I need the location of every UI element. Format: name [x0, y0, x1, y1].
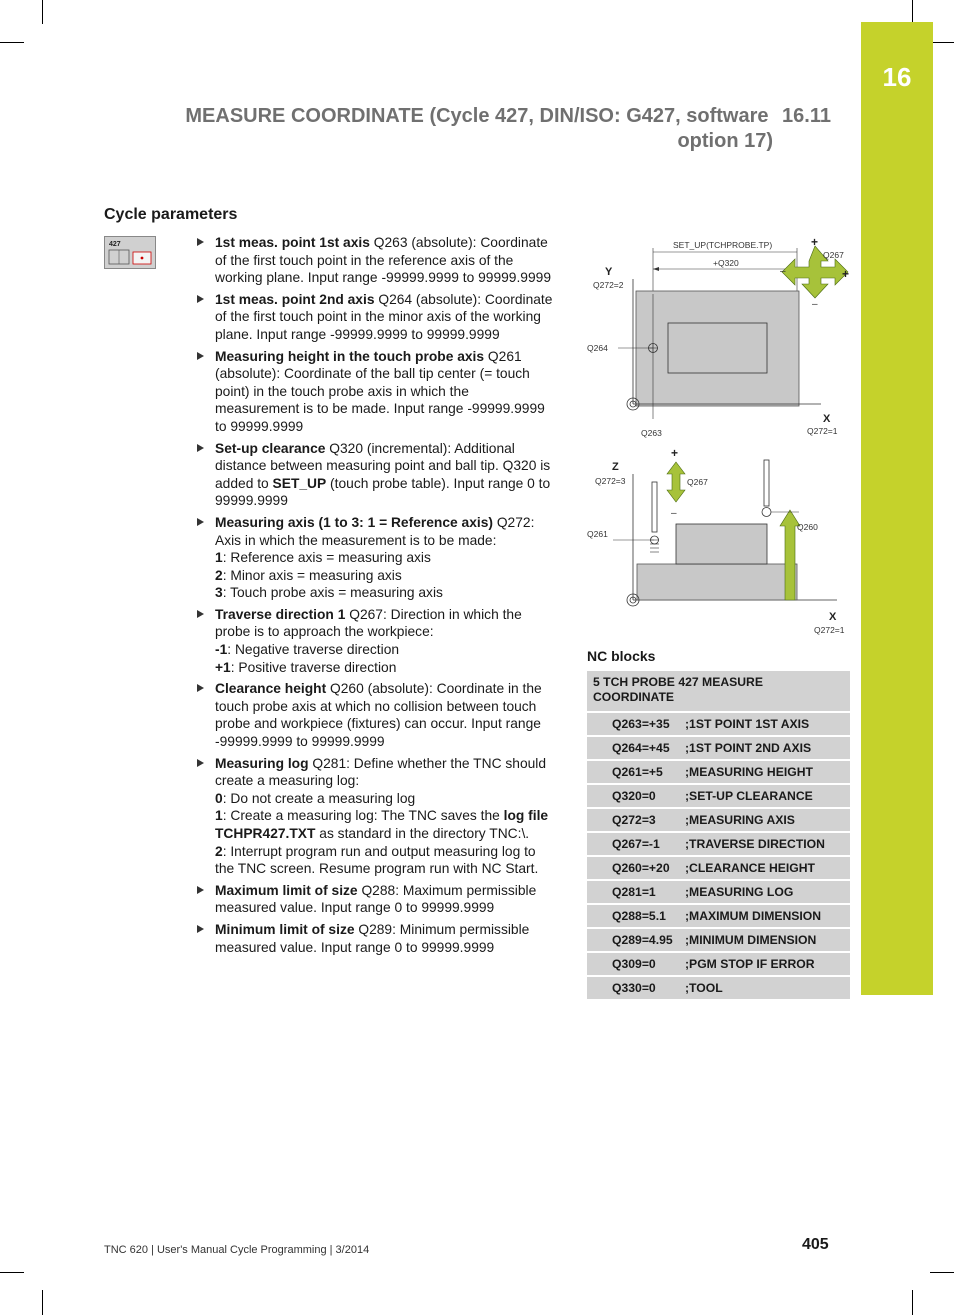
crop-mark — [42, 1290, 43, 1315]
option-key: -1 — [215, 642, 228, 658]
option-text: : Reference axis = measuring axis — [222, 550, 431, 566]
crop-mark — [42, 0, 43, 24]
label-q267: Q267 — [687, 477, 708, 487]
option-key: 2 — [215, 843, 223, 859]
nc-comment: ;1ST POINT 1ST AXIS — [685, 717, 810, 731]
param-item — [197, 606, 557, 676]
label-plus: + — [842, 267, 850, 281]
label-q264: Q264 — [587, 343, 608, 353]
nc-head-text: 5 TCH PROBE 427 MEASURE COORDINATE — [593, 675, 763, 704]
triangle-bullet-icon — [197, 518, 204, 526]
param-text: Q260 (absolute): Coordinate in the touch probe axis at which no collision between touch probe and workpiece (fixtures) can occur. Input range -99999.9999 to 99999.9999 — [215, 681, 542, 750]
crop-mark — [0, 1272, 24, 1273]
nc-row — [587, 833, 850, 857]
triangle-bullet-icon — [197, 886, 204, 894]
param-name: 1st meas. point 2nd axis — [215, 291, 375, 307]
param-text: Q320 (incremental): Additional distance between measuring point and ball tip. Q320 is added to — [215, 440, 551, 491]
nc-comment: ;TRAVERSE DIRECTION — [685, 837, 825, 851]
nc-comment: ;MEASURING AXIS — [685, 813, 795, 827]
log-file-name: log file TCHPR427.TXT — [215, 808, 549, 841]
param-text: Q263 (absolute): Coordinate of the first touch point in the reference axis of the working plane. Input range -99999.9999 to 99999.9999 — [215, 235, 551, 286]
section-title: Cycle parameters — [104, 206, 238, 223]
triangle-bullet-icon — [197, 684, 204, 692]
label-x-axis: X — [823, 413, 831, 425]
label-plus: + — [811, 235, 819, 249]
nc-comment: ;SET-UP CLEARANCE — [685, 789, 813, 803]
param-item — [197, 514, 557, 602]
param-item — [197, 882, 557, 917]
label-q320: +Q320 — [713, 258, 739, 268]
crop-mark — [912, 1290, 913, 1315]
label-x-axis: X — [829, 611, 837, 623]
label-q272-2: Q272=2 — [593, 280, 624, 290]
triangle-bullet-icon — [197, 295, 204, 303]
nc-param: Q261=+5 — [612, 765, 663, 779]
softkey-label: 427 — [109, 241, 121, 248]
label-q260: Q260 — [797, 522, 818, 532]
option-text: : Interrupt program run and output measuring log to the TNC screen. Resume program run with NC Start. — [215, 843, 539, 877]
label-set-up: SET_UP(TCHPROBE.TP) — [673, 240, 773, 250]
nc-comment: ;TOOL — [685, 981, 723, 995]
nc-comment: ;MEASURING HEIGHT — [685, 765, 813, 779]
param-text: Q267: Direction in which the probe is to approach the workpiece: — [215, 606, 522, 640]
nc-blocks-table — [587, 671, 850, 1001]
param-name: Measuring log — [215, 755, 309, 771]
nc-comment: ;1ST POINT 2ND AXIS — [685, 741, 812, 755]
param-name: Minimum limit of size — [215, 921, 355, 937]
option-key: 1 — [215, 550, 223, 566]
param-name: Set-up clearance — [215, 440, 326, 456]
crop-mark — [912, 0, 913, 24]
header-line1-tail: 16.11 — [782, 105, 831, 127]
parameter-list — [197, 234, 557, 960]
top-view — [587, 235, 849, 438]
param-item — [197, 921, 557, 956]
param-item — [197, 348, 557, 436]
crop-mark — [930, 1272, 954, 1273]
nc-param: Q272=3 — [612, 813, 656, 827]
option-text: : Minor axis = measuring axis — [222, 567, 402, 583]
crop-mark — [0, 42, 24, 43]
param-item — [197, 440, 557, 510]
option-text: : Positive traverse direction — [230, 659, 397, 675]
touch-probe-icon — [650, 482, 659, 552]
triangle-bullet-icon — [197, 925, 204, 933]
nc-param: Q264=+45 — [612, 741, 670, 755]
nc-param: Q260=+20 — [612, 861, 670, 875]
option-text: : Do not create a measuring log — [222, 790, 416, 806]
param-text: (touch probe table). Input range 0 to 99999.9999 — [215, 475, 551, 509]
nc-param: Q309=0 — [612, 957, 656, 971]
option-text: as standard in the directory TNC:\. — [315, 826, 530, 841]
nc-param: Q263=+35 — [612, 717, 670, 731]
param-text: Q264 (absolute): Coordinate of the first touch point in the minor axis of the working plane. Input range -99999.9999 to 99999.9999 — [215, 291, 553, 342]
nc-row — [587, 713, 850, 737]
param-name: Measuring height in the touch probe axis — [215, 348, 485, 364]
triangle-bullet-icon — [197, 444, 204, 452]
option-text: : Create a measuring log: The TNC saves the — [222, 808, 504, 824]
label-q272-1: Q272=1 — [807, 426, 838, 436]
option-key: +1 — [215, 659, 231, 675]
touch-probe-icon — [762, 460, 771, 517]
nc-param: Q330=0 — [612, 981, 656, 995]
cycle-diagram — [585, 234, 855, 640]
label-q261: Q261 — [587, 529, 608, 539]
nc-row — [587, 737, 850, 761]
option-key: 3 — [215, 585, 223, 601]
option-key: 0 — [215, 790, 223, 806]
chapter-number: 16 — [882, 62, 912, 92]
label-q272-3: Q272=3 — [595, 476, 626, 486]
side-view — [587, 446, 845, 635]
label-plus: + — [671, 446, 679, 460]
nc-row — [587, 761, 850, 785]
nc-row — [587, 953, 850, 977]
nc-param: Q289=4.95 — [612, 933, 673, 947]
triangle-bullet-icon — [197, 610, 204, 618]
param-name: Measuring axis (1 to 3: 1 = Reference axis) — [215, 514, 493, 530]
nc-comment: ;PGM STOP IF ERROR — [685, 957, 815, 971]
nc-comment: ;MEASURING LOG — [685, 885, 794, 899]
nc-param: Q281=1 — [612, 885, 656, 899]
param-text: Q289: Minimum permissible measured value. Input range 0 to 99999.9999 — [215, 921, 530, 955]
nc-row — [587, 977, 850, 1001]
label-z-axis: Z — [612, 461, 619, 473]
nc-param: Q320=0 — [612, 789, 656, 803]
param-bold-ref: SET_UP — [272, 475, 327, 491]
nc-param: Q288=5.1 — [612, 909, 666, 923]
label-q267: Q267 — [823, 250, 844, 260]
label-q263: Q263 — [641, 428, 662, 438]
nc-row — [587, 929, 850, 953]
chapter-tab — [861, 22, 933, 995]
cycle-softkey-icon — [104, 236, 156, 269]
param-text: Q261 (absolute): Coordinate of the ball tip center (= touch point) in the touch probe axis in which the measurement is to be made. Input range -99999.9999 to 99999.9999 — [215, 348, 545, 434]
triangle-bullet-icon — [197, 238, 204, 246]
nc-comment: ;MAXIMUM DIMENSION — [685, 909, 822, 923]
header-line2: option 17) — [677, 130, 773, 152]
param-text: Q272: Axis in which the measurement is to be made: — [215, 514, 535, 548]
param-text: Q288: Maximum permissible measured value. Input range 0 to 99999.9999 — [215, 882, 537, 916]
triangle-bullet-icon — [197, 759, 204, 767]
crop-mark — [930, 42, 954, 43]
nc-comment: ;MINIMUM DIMENSION — [685, 933, 817, 947]
option-key: 2 — [215, 567, 223, 583]
footer-text: TNC 620 | User's Manual Cycle Programming | 3/2014 — [104, 1244, 370, 1256]
option-text: : Touch probe axis = measuring axis — [222, 585, 443, 601]
nc-row — [587, 881, 850, 905]
param-item — [197, 234, 557, 287]
page-number: 405 — [802, 1236, 829, 1253]
label-q272-1: Q272=1 — [814, 625, 845, 635]
page-header-title — [131, 104, 831, 154]
param-item — [197, 291, 557, 344]
label-minus: – — [780, 266, 786, 277]
param-item — [197, 680, 557, 750]
nc-param: Q267=-1 — [612, 837, 660, 851]
nc-blocks-title: NC blocks — [587, 648, 656, 664]
traverse-direction-arrow-icon — [667, 462, 685, 502]
nc-row — [587, 809, 850, 833]
param-item — [197, 755, 557, 878]
nc-row — [587, 785, 850, 809]
label-minus: – — [671, 508, 677, 519]
param-name: Traverse direction 1 — [215, 606, 346, 622]
header-line1: MEASURE COORDINATE (Cycle 427, DIN/ISO: G427, software — [185, 105, 769, 127]
option-key: 1 — [215, 808, 223, 824]
param-text: Q281: Define whether the TNC should create a measuring log: — [215, 755, 547, 789]
label-minus: – — [812, 299, 818, 310]
option-text: : Negative traverse direction — [227, 642, 400, 658]
label-y-axis: Y — [605, 266, 613, 278]
nc-block-head — [587, 671, 850, 713]
param-name: 1st meas. point 1st axis — [215, 235, 370, 250]
param-name: Maximum limit of size — [215, 882, 358, 898]
nc-row — [587, 905, 850, 929]
param-name: Clearance height — [215, 681, 327, 697]
nc-row — [587, 857, 850, 881]
nc-comment: ;CLEARANCE HEIGHT — [685, 861, 815, 875]
triangle-bullet-icon — [197, 352, 204, 360]
